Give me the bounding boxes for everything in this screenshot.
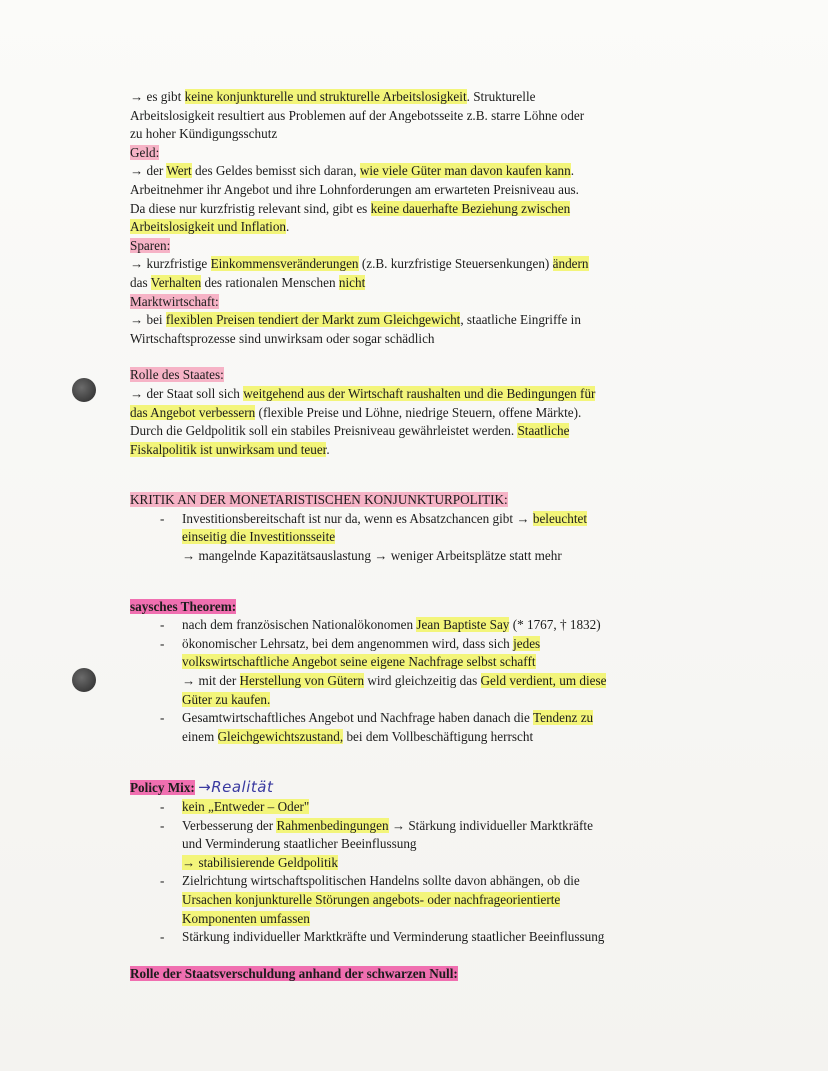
schuld-heading: Rolle der Staatsverschuldung anhand der schwarzen Null: [130, 965, 458, 981]
policy-bullet3-line2: Ursachen konjunkturelle Störungen angebots- oder nachfrageorientierte [182, 891, 561, 907]
policy-bullet1: - kein „Entweder – Oder" [160, 799, 310, 814]
say-bullet2-line2: volkswirtschaftliche Angebot seine eigene Nachfrage selbst schafft [182, 654, 536, 670]
staat-line3: Durch die Geldpolitik soll ein stabiles Preisniveau gewährleistet werden. Staatliche [130, 423, 570, 439]
para1-line3: zu hoher Kündigungsschutz [130, 126, 278, 142]
punch-hole-bottom [72, 668, 96, 692]
say-bullet3-line2: einem Gleichgewichtszustand, bei dem Vollbeschäftigung herrscht [182, 728, 534, 744]
para1-line1: → es gibt keine konjunkturelle und strukturelle Arbeitslosigkeit. Strukturelle [130, 89, 536, 104]
geld-line1: → der Wert des Geldes bemisst sich daran, wie viele Güter man davon kaufen kann. [130, 163, 575, 179]
staat-heading: Rolle des Staates: [130, 367, 224, 383]
say-bullet2: - ökonomischer Lehrsatz, bei dem angenommen wird, dass sich jedes [160, 635, 541, 651]
markt-line1: → bei flexiblen Preisen tendiert der Markt zum Gleichgewicht, staatliche Eingriffe in [130, 312, 581, 328]
kritik-bullet1-line2: einseitig die Investitionsseite [182, 529, 336, 545]
geld-heading: Geld: [130, 144, 160, 160]
staat-line2: das Angebot verbessern (flexible Preise und Löhne, niedrige Steuern, offene Märkte). [130, 404, 582, 420]
geld-line3: Da diese nur kurzfristig relevant sind, gibt es keine dauerhafte Beziehung zwischen [130, 200, 571, 216]
say-bullet1: - nach dem französischen Nationalökonomen Jean Baptiste Say (* 1767, † 1832) [160, 617, 601, 633]
kritik-bullet1: - Investitionsbereitschaft ist nur da, wenn es Absatzchancen gibt → beleuchtet [160, 510, 588, 526]
markt-line2: Wirtschaftsprozesse sind unwirksam oder sogar schädlich [130, 330, 435, 346]
say-bullet2-line4: Güter zu kaufen. [182, 691, 271, 707]
staat-line4: Fiskalpolitik ist unwirksam und teuer. [130, 441, 330, 457]
say-bullet3: - Gesamtwirtschaftliches Angebot und Nachfrage haben danach die Tendenz zu [160, 710, 594, 726]
handwritten-note: →Realität [198, 778, 274, 797]
policy-heading: Policy Mix: →Realität [130, 778, 274, 797]
notes-content [130, 88, 700, 983]
say-bullet2-line3: → mit der Herstellung von Gütern wird gleichzeitig das Geld verdient, um diese [182, 673, 607, 689]
policy-bullet3: - Zielrichtung wirtschaftspolitischen Handelns sollte davon abhängen, ob die [160, 873, 580, 889]
policy-bullet2: - Verbesserung der Rahmenbedingungen → Stärkung individueller Marktkräfte [160, 817, 593, 833]
sparen-line2: das Verhalten des rationalen Menschen nicht [130, 274, 366, 290]
policy-bullet3-line3: Komponenten umfassen [182, 910, 310, 926]
policy-bullet2-line3: → stabilisierende Geldpolitik [182, 854, 339, 870]
policy-bullet2-line2: und Verminderung staatlicher Beeinflussung [182, 836, 417, 852]
kritik-heading: KRITIK AN DER MONETARISTISCHEN KONJUNKTURPOLITIK: [130, 492, 508, 508]
markt-heading: Marktwirtschaft: [130, 293, 219, 309]
kritik-bullet1-line3: → mangelnde Kapazitätsauslastung → weniger Arbeitsplätze statt mehr [182, 548, 562, 564]
punch-hole-top [72, 378, 96, 402]
say-heading: saysches Theorem: [130, 598, 237, 614]
geld-line4: Arbeitslosigkeit und Inflation. [130, 219, 290, 235]
staat-line1: → der Staat soll sich weitgehend aus der Wirtschaft raushalten und die Bedingungen für [130, 385, 596, 401]
policy-bullet4: - Stärkung individueller Marktkräfte und Verminderung staatlicher Beeinflussung [160, 929, 605, 945]
para1-line2: Arbeitslosigkeit resultiert aus Problemen auf der Angebotsseite z.B. starre Löhne oder [130, 107, 585, 123]
geld-line2: Arbeitnehmer ihr Angebot und ihre Lohnforderungen am erwarteten Preisniveau aus. [130, 181, 579, 197]
sparen-line1: → kurzfristige Einkommensveränderungen (z.B. kurzfristige Steuersenkungen) ändern [130, 256, 589, 272]
sparen-heading: Sparen: [130, 237, 171, 253]
